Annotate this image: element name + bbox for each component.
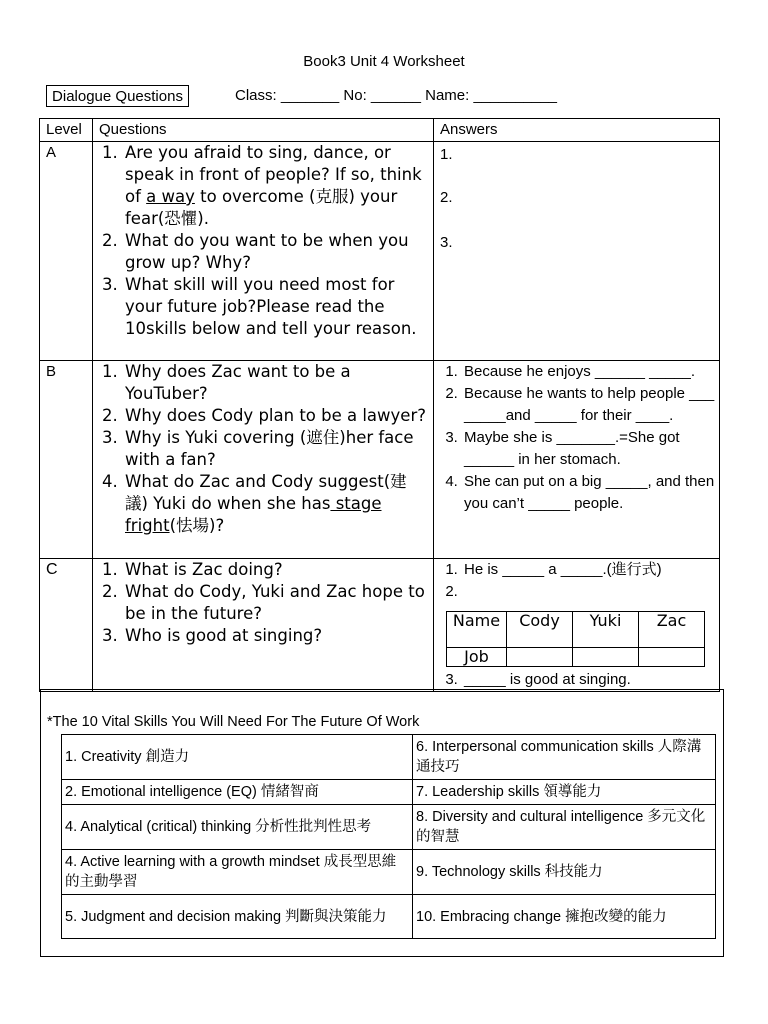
job-table-cody: Cody [507,612,573,648]
job-table-cell [639,648,705,667]
level-c-question-2: 2. What do Cody, Yuki and Zac hope to be in the future? [123,581,429,625]
table-header-row [40,119,720,142]
worksheet-title: Book3 Unit 4 Worksheet [303,53,465,70]
level-c-answer-2 [462,581,715,603]
answer-line: 2. [440,189,453,206]
level-c-question-3: 3. Who is good at singing? [123,625,429,647]
job-table-job-header: Job [447,648,507,667]
job-table-cell [573,648,639,667]
job-table-name-header: Name [447,612,507,648]
skills-row [62,895,716,939]
skill-cell: 7. Leadership skills 領導能力 [413,780,716,805]
questions-table [39,118,720,692]
skill-cell: 4. Analytical (critical) thinking 分析性批判性思考 [62,805,413,850]
job-table-job-row [447,648,705,667]
answer-line: 1. [440,146,453,163]
level-b-answer-1: 1. Because he enjoys ______ _____. [462,361,715,383]
skills-row [62,805,716,850]
level-b-question-1: 1. Why does Zac want to be a YouTuber? [123,361,429,405]
job-table-zac: Zac [639,612,705,648]
skills-title: *The 10 Vital Skills You Will Need For The Future Of Work [47,714,420,730]
question-text: to overcome (克服) your fear(恐懼). [125,187,398,228]
answer-line: 3. [440,234,453,251]
level-b-answer-4: 4. She can put on a big _____, and then you can’t _____ people. [462,471,715,515]
level-b-answer-3: 3. Maybe she is _______.=She got ______ in her stomach. [462,427,715,471]
question-text: What do Zac and Cody suggest(建議) Yuki do when she has [125,472,407,513]
header-answers: Answers [434,119,720,142]
skill-cell: 1. Creativity 創造力 [62,735,413,780]
level-c-answer-3: 3. _____ is good at singing. [462,669,715,691]
job-table-yuki: Yuki [573,612,639,648]
header-questions: Questions [93,119,434,142]
dialogue-questions-label: Dialogue Questions [46,85,189,107]
skills-row [62,780,716,805]
level-b-question-3: 3. Why is Yuki covering (遮住)her face with a fan? [123,427,429,471]
job-table [446,611,705,667]
level-c-answers [434,559,720,692]
question-text: Are you afraid to sing, dance, or speak in front of people? If so, think of [125,143,422,206]
level-b-label: B [40,361,93,559]
job-table-name-row [447,612,705,648]
level-a-question-3: 3. What skill will you need most for your future job?Please read the 10skills below and tell your reason. [123,274,429,340]
header-level: Level [40,119,93,142]
skill-cell: 4. Active learning with a growth mindset 成長型思維的主動學習 [62,850,413,895]
level-c-answer-1: 1. He is _____ a _____.(進行式) [462,559,715,581]
level-b-answer-2: 2. Because he wants to help people ___ _____and _____ for their ____. [462,383,715,427]
skill-cell: 5. Judgment and decision making 判斷與決策能力 [62,895,413,939]
job-table-cell [507,648,573,667]
skill-cell: 2. Emotional intelligence (EQ) 情緒智商 [62,780,413,805]
level-a-label: A [40,142,93,361]
skill-cell: 6. Interpersonal communication skills 人際溝通技巧 [413,735,716,780]
skill-cell: 9. Technology skills 科技能力 [413,850,716,895]
underlined-phrase: a way [146,187,195,206]
question-text: (怯場)? [169,516,225,535]
level-a-questions [93,142,434,361]
level-a-question-1 [123,142,429,230]
level-c-row [40,559,720,692]
underlined-phrase: stage fright [125,494,382,535]
level-a-row [40,142,720,361]
level-a-question-2: 2. What do you want to be when you grow up? Why? [123,230,429,274]
class-name-line: Class: _______ No: ______ Name: __________ [235,87,557,104]
skill-cell: 10. Embracing change 擁抱改變的能力 [413,895,716,939]
level-b-questions [93,361,434,559]
level-b-row [40,361,720,559]
level-b-question-2: 2. Why does Cody plan to be a lawyer? [123,405,429,427]
level-b-question-4 [123,471,429,537]
level-c-label: C [40,559,93,692]
level-c-questions [93,559,434,692]
level-a-answers [434,142,720,361]
skills-table [61,734,716,939]
skill-cell: 8. Diversity and cultural intelligence 多元文化的智慧 [413,805,716,850]
skills-row [62,850,716,895]
level-b-answers [434,361,720,559]
skills-row [62,735,716,780]
level-c-question-1: 1. What is Zac doing? [123,559,429,581]
